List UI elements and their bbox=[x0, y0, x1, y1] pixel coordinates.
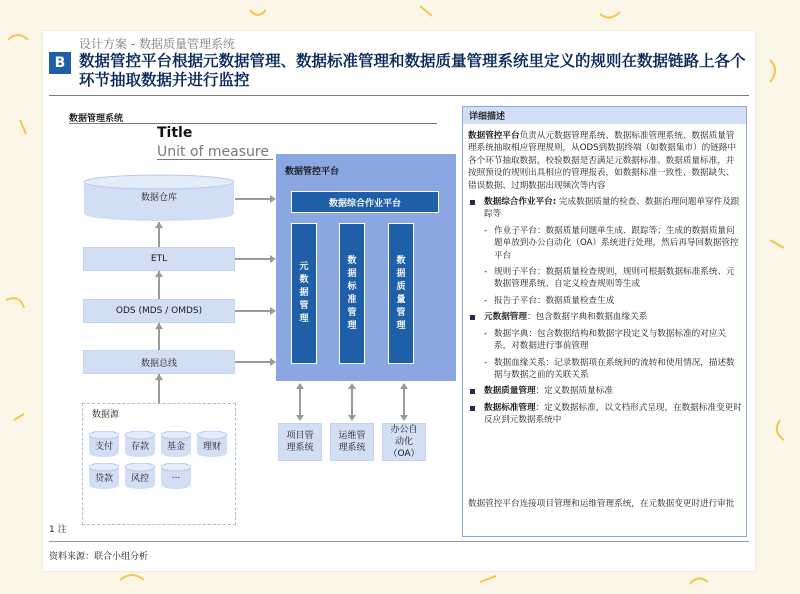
arrow-up-icon bbox=[155, 222, 163, 228]
placeholder-unit: Unit of measure bbox=[157, 144, 269, 160]
bullet-bold: 数据标准管理 bbox=[484, 402, 536, 413]
detail-intro bbox=[468, 130, 742, 192]
bullet-bold: 数据质量管理 bbox=[484, 386, 536, 397]
sub-bullet: - 规则子平台：数据质量检查规则，规则可根据数据标准系统、元数据管理系统、自定义检查规则等生成 bbox=[468, 266, 742, 291]
arrow-up-icon bbox=[296, 383, 304, 389]
footer-divider bbox=[49, 541, 749, 542]
title-divider bbox=[49, 95, 749, 96]
source-label: 风控 bbox=[130, 474, 149, 484]
bullet-text: ：定义数据标准，以文档形式呈现，在数据标准变更时反应到元数据系统中 bbox=[484, 402, 742, 426]
arrow-up-icon bbox=[400, 383, 408, 389]
placeholder-title: Title bbox=[157, 125, 193, 141]
ops-mgmt-system-box: 运维管 理系统 bbox=[330, 423, 374, 461]
data-bus-box: 数据总线 bbox=[83, 350, 235, 374]
source-note: 资料来源：联合小组分析 bbox=[49, 552, 149, 562]
arrow-line bbox=[299, 385, 301, 419]
footnote: 1 注 bbox=[49, 525, 67, 535]
bullet-text: ：包含数据字典和数据血缘关系 bbox=[526, 312, 648, 323]
source-label: 贷款 bbox=[94, 474, 113, 484]
detail-panel-body bbox=[468, 130, 742, 431]
data-standard-mgmt-bar: 数 据 标 准 管 理 bbox=[339, 223, 365, 364]
source-label: 基金 bbox=[166, 442, 185, 452]
arrow-up-icon bbox=[155, 271, 163, 277]
slide bbox=[43, 31, 755, 571]
ods-box: ODS (MDS / OMDS) bbox=[83, 299, 235, 323]
arrow-up-icon bbox=[155, 323, 163, 329]
arrow-down-icon bbox=[296, 415, 304, 421]
detail-footer: 数据管控平台连接项目管理和运维管理系统，在元数据变更时进行审批 bbox=[468, 499, 735, 509]
left-divider bbox=[69, 123, 437, 124]
source-label: 支付 bbox=[94, 442, 113, 452]
arrow-up-icon bbox=[155, 374, 163, 380]
section-label-data-mgmt: 数据管理系统 bbox=[69, 114, 124, 124]
data-sources-label: 数据源 bbox=[92, 410, 120, 420]
project-mgmt-system-box: 项目管 理系统 bbox=[278, 423, 322, 461]
oa-system-box: 办公自 动化 （OA） bbox=[382, 423, 426, 461]
arrow-line bbox=[403, 385, 405, 419]
bullet-data-standard bbox=[468, 402, 742, 427]
bullet-text: ：定义数据质量标准 bbox=[535, 386, 613, 397]
unit-divider bbox=[157, 159, 273, 160]
source-label: ... bbox=[171, 471, 181, 481]
bullet-bold: 元数据管理 bbox=[484, 312, 527, 323]
intro-bold: 数据管控平台 bbox=[468, 131, 520, 141]
sub-bullet: - 数据血缘关系：记录数据项在系统间的流转和使用情况，描述数据与数据之前的关联关系 bbox=[468, 357, 742, 382]
bullet-data-quality bbox=[468, 385, 742, 397]
arrow-line bbox=[235, 361, 271, 363]
detail-panel-header: 详细描述 bbox=[463, 107, 746, 124]
arrow-line bbox=[235, 258, 271, 260]
source-label: 存款 bbox=[130, 442, 149, 452]
etl-box: ETL bbox=[83, 247, 235, 271]
slide-headline: 数据管控平台根据元数据管理、数据标准管理和数据质量管理系统里定义的规则在数据链路上各个环节抽取数据并进行监控 bbox=[79, 52, 746, 89]
bullet-op-platform bbox=[468, 196, 742, 221]
arrow-line bbox=[235, 310, 271, 312]
arrow-line bbox=[235, 198, 271, 200]
arrow-down-icon bbox=[400, 415, 408, 421]
sub-bullet: - 作业子平台：数据质量问题单生成、跟踪等；生成的数据质量问题单放到办公自动化（OA）系统进行处理，然后再导回数据管控平台 bbox=[468, 225, 742, 262]
bullet-text: 完成数据质量的检查、数据治理问题单穿件及跟踪等 bbox=[484, 197, 740, 220]
sub-bullet: - 报告子平台：数据质量检查生成 bbox=[468, 295, 742, 307]
section-badge: B bbox=[49, 52, 71, 74]
source-label: 理财 bbox=[202, 442, 221, 452]
op-platform-box: 数据综合作业平台 bbox=[291, 191, 439, 213]
detail-panel bbox=[462, 106, 747, 537]
arrow-down-icon bbox=[348, 415, 356, 421]
warehouse-label: 数据仓库 bbox=[140, 193, 177, 203]
arrow-line bbox=[351, 385, 353, 419]
metadata-mgmt-bar: 元 数 据 管 理 bbox=[291, 223, 317, 364]
sub-bullet: - 数据字典：包含数据结构和数据字段定义与数据标准的对应关系，对数据进行事前管理 bbox=[468, 328, 742, 353]
slide-subtitle: 设计方案 - 数据质量管理系统 bbox=[79, 37, 235, 51]
data-quality-mgmt-bar: 数 据 质 量 管 理 bbox=[388, 223, 414, 364]
bullet-bold: 数据综合作业平台: bbox=[484, 197, 557, 208]
bullet-metadata bbox=[468, 311, 742, 323]
intro-text: 负责从元数据管理系统、数据标准管理系统、数据质量管理系统抽取相应管理规则，从ODS到数据终端（如数据集市）的链路中各个环节抽取数据，校验数据是否满足元数据标准、数据质量标准，并按照预设的规则出具相应的管理报表，如数据标准一致性、数据缺失、错误数据、过期数据出现频次等内容 bbox=[468, 131, 737, 191]
arrow-up-icon bbox=[348, 383, 356, 389]
control-platform-title: 数据管控平台 bbox=[285, 167, 340, 177]
